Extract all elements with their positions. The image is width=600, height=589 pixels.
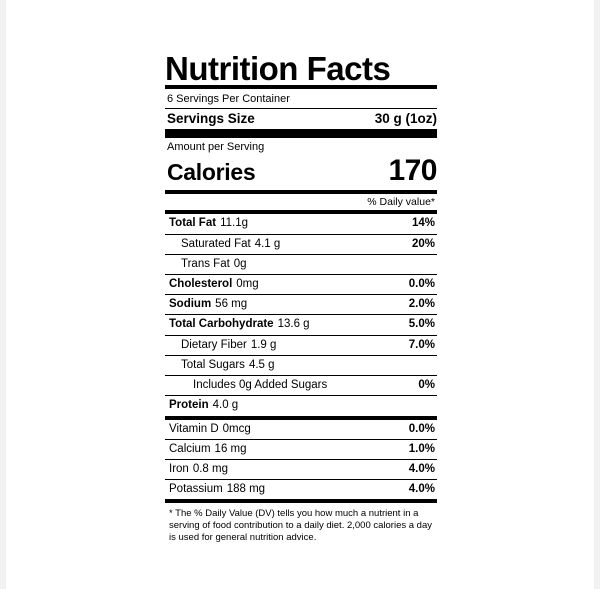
serving-size-label: Servings Size (167, 110, 255, 126)
page-edge-left (0, 0, 6, 589)
nutrient-row (165, 295, 437, 315)
nutrient-amount: 0g (233, 257, 247, 270)
vitamin-name: Calcium (169, 442, 211, 455)
nutrient-name: Dietary Fiber (181, 338, 247, 351)
nutrient-amount: 56 mg (215, 298, 248, 311)
panel-title: Nutrition Facts (165, 52, 437, 89)
nutrient-name: Includes 0g Added Sugars (193, 379, 328, 392)
vitamin-row (165, 480, 437, 503)
vitamin-daily-value: 1.0% (408, 442, 435, 455)
nutrient-name: Saturated Fat (181, 237, 251, 250)
daily-value-footnote (165, 503, 437, 544)
nutrient-amount: 13.6 g (277, 318, 310, 331)
nutrient-amount: 4.1 g (254, 237, 281, 250)
amount-per-serving-label: Amount per Serving (167, 141, 265, 154)
vitamin-amount: 0.8 mg (192, 462, 228, 475)
vitamin-daily-value: 0.0% (408, 422, 435, 435)
calories-row (165, 154, 437, 195)
vitamin-name: Iron (169, 462, 189, 475)
vitamin-name: Vitamin D (169, 422, 219, 435)
nutrient-amount: 1.9 g (250, 338, 277, 351)
nutrient-row (165, 315, 437, 335)
nutrient-daily-value: 20% (411, 237, 435, 250)
calories-label: Calories (167, 158, 256, 185)
nutrient-name: Protein (169, 399, 209, 412)
nutrient-amount: 4.0 g (212, 399, 239, 412)
serving-size-value: 30 g (1oz) (374, 110, 437, 126)
nutrient-row (165, 396, 437, 419)
nutrient-daily-value: 0.0% (408, 278, 435, 291)
nutrient-name: Total Fat (169, 217, 217, 230)
vitamin-amount: 16 mg (214, 442, 247, 455)
nutrient-row (165, 356, 437, 376)
vitamin-row (165, 420, 437, 440)
servings-per-container: 6 Servings Per Container (165, 91, 437, 109)
footnote-text: * The % Daily Value (DV) tells you how much a nutrient in a serving of food contribution to a daily diet. 2,000 calories a day is used for general nutrition advice. (169, 508, 432, 544)
nutrient-row (165, 255, 437, 275)
nutrient-amount: 4.5 g (248, 358, 275, 371)
nutrient-daily-value: 5.0% (408, 318, 435, 331)
vitamin-daily-value: 4.0% (408, 483, 435, 496)
vitamin-row (165, 440, 437, 460)
nutrient-row (165, 336, 437, 356)
nutrient-daily-value: 2.0% (408, 298, 435, 311)
vitamin-daily-value: 4.0% (408, 462, 435, 475)
nutrient-amount: 0mg (236, 278, 259, 291)
daily-value-header: % Daily value* (165, 194, 437, 214)
vitamin-row (165, 460, 437, 480)
page-edge-right (594, 0, 600, 589)
nutrition-facts-panel (165, 52, 437, 544)
vitamin-name: Potassium (169, 483, 223, 496)
nutrient-name: Total Carbohydrate (169, 318, 274, 331)
nutrient-daily-value: 7.0% (408, 338, 435, 351)
nutrient-row (165, 235, 437, 255)
vitamin-amount: 0mcg (222, 422, 251, 435)
nutrient-name: Cholesterol (169, 278, 233, 291)
nutrient-daily-value: 14% (411, 217, 435, 230)
nutrient-row (165, 376, 437, 396)
nutrient-daily-value: 0% (418, 379, 435, 392)
serving-size-row (165, 109, 437, 139)
nutrient-name: Sodium (169, 298, 212, 311)
nutrient-row (165, 214, 437, 234)
vitamin-amount: 188 mg (226, 483, 266, 496)
nutrient-name: Total Sugars (181, 358, 245, 371)
nutrient-row (165, 275, 437, 295)
nutrient-name: Trans Fat (181, 257, 230, 270)
nutrient-amount: 11.1g (220, 217, 248, 230)
calories-value: 170 (388, 153, 437, 187)
